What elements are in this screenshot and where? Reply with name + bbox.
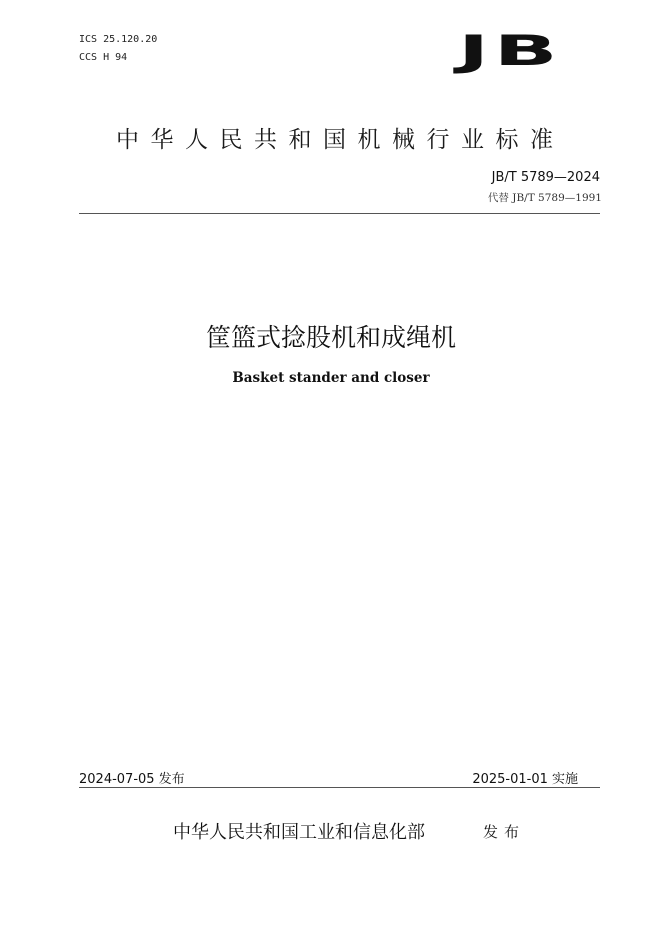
- issuing-authority: 中华人民共和国工业和信息化部: [173, 822, 425, 843]
- document-title-chinese: 筐篮式捻股机和成绳机: [205, 323, 456, 352]
- standard-number: JB/T 5789—2024: [491, 170, 600, 185]
- footer-divider: [79, 787, 600, 788]
- implementation-date: 2025-01-01 实施: [472, 772, 578, 787]
- standard-category-title: 中华人民共和国机械行业标准: [116, 127, 565, 153]
- jb-logo: JB: [458, 26, 563, 76]
- ccs-code: CCS H 94: [79, 52, 128, 63]
- issuing-action: 发布: [483, 823, 526, 841]
- ics-code: ICS 25.120.20: [79, 34, 158, 45]
- replaces-standard: 代替 JB/T 5789—1991: [487, 192, 602, 204]
- issue-date: 2024-07-05 发布: [79, 772, 185, 787]
- document-title-english: Basket stander and closer: [232, 370, 430, 386]
- header-divider: [79, 213, 600, 214]
